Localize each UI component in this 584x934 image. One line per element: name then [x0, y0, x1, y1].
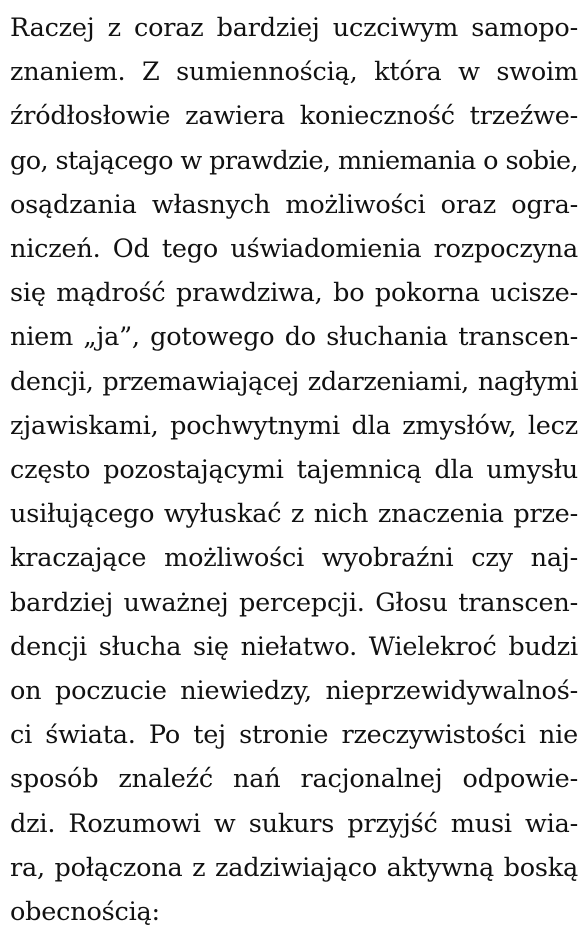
text-line: zjawiskami, pochwytnymi dla zmysłów, lecz [10, 410, 578, 441]
text-line: usiłującego wyłuskać z nich znaczenia prze- [10, 499, 578, 530]
text-line: często pozostającymi tajemnicą dla umysłu [10, 455, 578, 486]
text-line: dencji słucha się niełatwo. Wielekroć budzi [10, 631, 578, 662]
text-line: ra, połączona z zadziwiająco aktywną boską [10, 852, 578, 883]
text-line-last: obecnością: [10, 897, 160, 928]
text-line: się mądrość prawdziwa, bo pokorna ucisze- [10, 278, 578, 309]
text-line: znaniem. Z sumiennością, która w swoim [10, 57, 578, 88]
text-line: sposób znaleźć nań racjonalnej odpowie- [10, 764, 578, 795]
text-line: osądzania własnych możliwości oraz ogra- [10, 189, 578, 220]
text-line: Raczej z coraz bardziej uczciwym samopo- [10, 13, 578, 43]
text-line: niem „ja”, gotowego do słuchania transcen- [10, 322, 578, 353]
text-line: ci świata. Po tej stronie rzeczywistości nie [10, 720, 578, 751]
text-line: niczeń. Od tego uświadomienia rozpoczyna [10, 234, 578, 265]
body-paragraph [10, 6, 578, 934]
text-line: źródłosłowie zawiera konieczność trzeźwe- [10, 101, 578, 132]
text-line: go, stającego w prawdzie, mniemania o sobie, [10, 145, 578, 176]
text-line: bardziej uważnej percepcji. Głosu transcen- [10, 587, 578, 618]
text-line: dencji, przemawiającej zdarzeniami, nagłymi [10, 366, 578, 397]
text-line: dzi. Rozumowi w sukurs przyjść musi wia- [10, 808, 578, 839]
text-line: on poczucie niewiedzy, nieprzewidywalnoś- [10, 676, 578, 707]
text-line: kraczające możliwości wyobraźni czy naj- [10, 543, 578, 574]
